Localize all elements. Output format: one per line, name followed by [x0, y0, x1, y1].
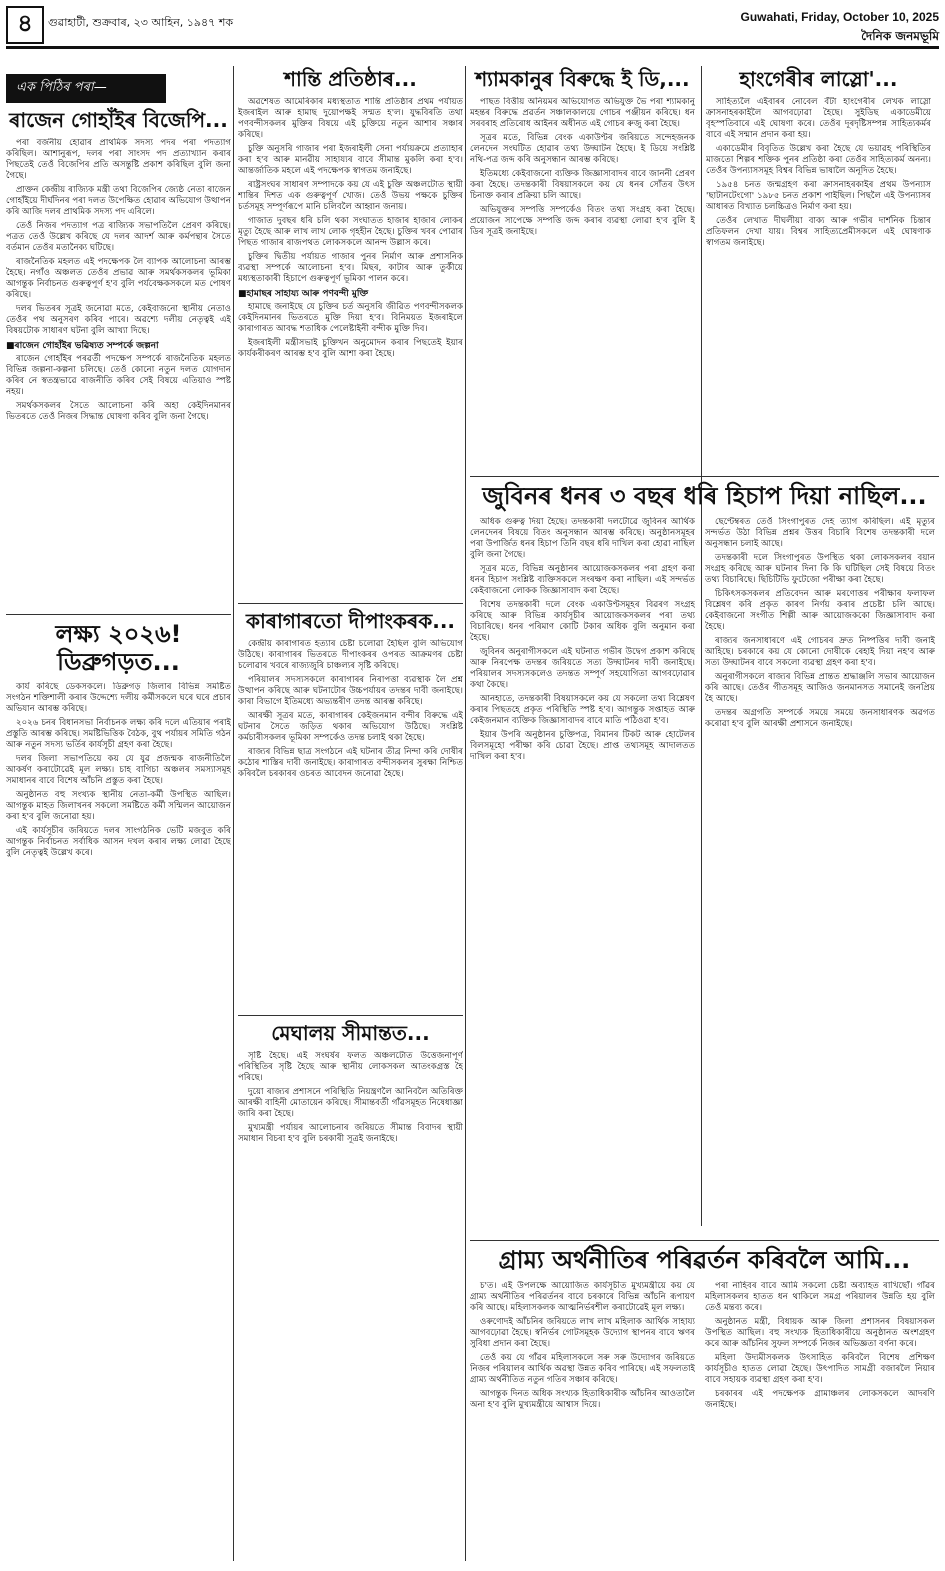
paragraph: জুবিনৰ অনুৰাগীসকলে এই ঘটনাত গভীৰ উদ্বেগ প্ৰকাশ কৰিছে আৰু নিৰপেক্ষ তদন্তৰ জৰিয়তে সত্য উদ্ঘাটনৰ দাবী জনাইছে। পৰিয়ালৰ সদস্যসকলেও তদন্তত সম্পূৰ্ণ সহযোগিতা আগবঢ়োৱাৰ কথা কৈছে। — [470, 646, 695, 690]
article-dipankar — [238, 639, 463, 1009]
paragraph: অৱশেষত আমেৰিকাৰ মধ্যস্থতাত শান্তি প্ৰতিষ্ঠাৰ প্ৰথম পৰ্যায়ত ইজৰাইল আৰু হামাছ দুয়োপক্ষই সন্মত হ'ল। যুদ্ধবিৰতি তথা পণবন্দীসকলৰ মুক্তিৰ বিষয়ে এই চুক্তিয়ে নতুন আশাৰ সঞ্চাৰ কৰিছে। — [238, 97, 463, 140]
paragraph: পৰিয়ালৰ সদস্যসকলে কাৰাগাৰৰ নিৰাপত্তা ব্যৱস্থাক লৈ প্ৰশ্ন উত্থাপন কৰিছে আৰু ঘটনাটোৰ উচ্চপৰ্যায়ৰ তদন্তৰ দাবী জনাইছে। কাৰা বিভাগে ইতিমধ্যে অভ্যন্তৰীণ তদন্ত আৰম্ভ কৰিছে। — [238, 675, 463, 707]
paragraph: আৰক্ষী সূত্ৰৰ মতে, কাৰাগাৰৰ কেইজনমান বন্দীৰ বিৰুদ্ধে এই ঘটনাৰ সৈতে জড়িত থকাৰ অভিযোগ উঠিছে। সংশ্লিষ্ট কৰ্মচাৰীসকলৰ ভূমিকা সম্পৰ্কেও তদন্ত চলাই থকা হৈছে। — [238, 711, 463, 743]
section-rule — [238, 603, 463, 604]
section-rule — [470, 1240, 939, 1241]
paragraph: এই কাৰ্যসূচীৰ জৰিয়তে দলৰ সাংগঠনিক ভেটি মজবুত কৰি আগন্তুক নিৰ্বাচনত সৰ্বাধিক আসন দখল কৰাৰ লক্ষ্য লোৱা হৈছে বুলি নেতৃত্বই উল্লেখ কৰে। — [6, 826, 231, 859]
paragraph: পাছত বিত্তীয় অনিয়মৰ অভিযোগত অভিযুক্ত ভৈ পৰা শ্যামকানু মহন্তৰ বিৰুদ্ধে প্ৰৱৰ্তন সঞ্চালকালয়ে গোচৰ পঞ্জীয়ন কৰিছে। ধন সৰবৰাহ প্ৰতিৰোধ আইনৰ অধীনত এই গোচৰ ৰুজু কৰা হৈছে। — [470, 97, 695, 129]
article-zubeen-continued — [705, 517, 935, 1237]
paragraph: পৰা বৰ্জনীয় হোৱাৰ প্ৰাথমিক সদস্য পদৰ পৰা পদত্যাগ কৰিছিল। আশানুৰূপ, দলৰ পৰা সাংসদ পদ প্ৰত্যাখ্যান কৰাৰ পিছতেই তেওঁ বিজেপিৰ প্ৰতি অসন্তুষ্টি প্ৰকাশ কৰিছিল বুলি জনা গৈছে। — [6, 138, 231, 181]
masthead-rule — [6, 46, 939, 49]
article-dibrugarh — [6, 682, 231, 1242]
article-rajen-gohain — [6, 138, 231, 608]
continued-banner: এক পিঠিৰ পৰা— — [6, 74, 166, 103]
date-assamese: গুৱাহাটী, শুক্ৰবাৰ, ২৩ আহিন, ১৯৪৭ শক — [48, 16, 234, 29]
section-rule — [6, 614, 231, 615]
paragraph: কেন্দ্ৰীয় কাৰাগাৰত হত্যাৰ চেষ্টা চলোৱা হৈছিল বুলি অভিযোগ উঠিছে। কাৰাগাৰৰ ভিতৰতে দীপাংকৰৰ ওপৰত আক্ৰমণৰ চেষ্টা চলোৱাৰ খবৰে ৰাজ্যজুৰি চাঞ্চল্যৰ সৃষ্টি কৰিছে। — [238, 639, 463, 671]
section-rule — [470, 476, 939, 477]
paragraph: পৰা নাহিবৰ বাবে আমি সকলো চেষ্টা অব্যাহত ৰাখিছোঁ। গাঁৱৰ মহিলাসকলৰ হাতত ধন থাকিলে সমগ্ৰ পৰিয়ালৰ উন্নতি হয় বুলি তেওঁ মন্তব্য কৰে। — [705, 1280, 935, 1313]
paragraph: গাজাত দুবছৰ ধৰি চলি থকা সংঘাতত হাজাৰ হাজাৰ লোকৰ মৃত্যু হৈছে আৰু লাখ লাখ লোক গৃহহীন হৈছে। চুক্তিৰ খবৰ পোৱাৰ পিছত গাজাৰ ৰাজপথত লোকসকলে আনন্দ উল্লাস কৰে। — [238, 216, 463, 248]
paragraph: একাডেমীৰ বিবৃতিত উল্লেখ কৰা হৈছে যে ভয়াৱহ পৰিস্থিতিৰ মাজতো শিল্পৰ শক্তিক পুনৰ প্ৰতিষ্ঠা কৰা তেওঁৰ সাহিত্যকৰ্ম অনন্য। তেওঁৰ উপন্যাসসমূহ বিশ্বৰ বিভিন্ন ভাষালৈ অনূদিত হৈছে। — [706, 144, 931, 176]
headline-zubeen: জুবিনৰ ধনৰ ৩ বছৰ ধৰি হিচাপ দিয়া নাছিল... — [482, 482, 927, 510]
zubeen-section — [470, 470, 939, 1237]
paragraph: আগন্তুক দিনত অধিক সংখ্যক হিতাধিকাৰীক আঁচনিৰ আওতালৈ অনা হ'ব বুলি মুখ্যমন্ত্ৰীয়ে আশ্বাস দিয়ে। — [470, 1388, 695, 1410]
date-english: Guwahati, Friday, October 10, 2025 — [740, 10, 939, 24]
paragraph: ৰাজ্যৰ জনসাধাৰণে এই গোচৰৰ দ্ৰুত নিষ্পত্তিৰ দাবী জনাই আহিছে। চৰকাৰে কয় যে কোনো দোষীকে ৰেহাই দিয়া নহ'ব আৰু সত্য উদ্ঘাটনৰ বাবে সকলো ব্যৱস্থা গ্ৰহণ কৰা হ'ব। — [705, 635, 935, 668]
column-1 — [6, 66, 231, 1242]
headline-shyamkanu: শ্যামকানুৰ বিৰুদ্ধে ই ডি,... — [475, 67, 690, 91]
article-hungary — [706, 97, 931, 427]
paragraph: প্ৰাক্তন কেন্দ্ৰীয় ৰাজ্যিক মন্ত্ৰী তথা বিজেপিৰ জ্যেষ্ঠ নেতা ৰাজেন গোহাঁইয়ে দীৰ্ঘদিনৰ পৰা দলত উপেক্ষিত হোৱাৰ অভিযোগ উত্থাপন কৰি আজি দলৰ প্ৰাথমিক সদস্য পদ এৰিলে। — [6, 185, 231, 217]
article-shyamkanu — [470, 97, 695, 457]
column-4 — [706, 66, 931, 427]
column-2 — [238, 66, 463, 1301]
headline-peace: শান্তি প্ৰতিষ্ঠাৰ... — [284, 67, 417, 91]
paragraph: তদন্তকাৰী দলে সিংগাপুৰত উপস্থিত থকা লোকসকলৰ বয়ান সংগ্ৰহ কৰিছে আৰু ঘটনাৰ দিনা কি কি ঘটিছিল সেই বিষয়ে বিতং তথ্য বিচাৰিছে। ছিচিটিভি ফুটেজো পৰীক্ষা কৰা হৈছে। — [705, 552, 935, 585]
paragraph: সৃষ্টি হৈছে। এই সংঘৰ্ষৰ ফলত অঞ্চলটোত উত্তেজনাপূৰ্ণ পৰিস্থিতিৰ সৃষ্টি হৈছে আৰু স্থানীয় লোকসকল আতংকগ্ৰস্ত হৈ পৰিছে। — [238, 1051, 463, 1083]
paragraph: ইজৰাইলী মন্ত্ৰীসভাই চুক্তিখন অনুমোদন কৰাৰ পিছতেই ইয়াৰ কাৰ্যকৰীকৰণ আৰম্ভ হ'ব বুলি আশা কৰা হৈছে। — [238, 338, 463, 359]
paragraph: ৰাজ্যৰ বিভিন্ন ছাত্ৰ সংগঠনে এই ঘটনাৰ তীব্ৰ নিন্দা কৰি দোষীৰ কঠোৰ শাস্তিৰ দাবী জনাইছে। কাৰাগাৰত বন্দীসকলৰ সুৰক্ষা নিশ্চিত কৰিবলৈ চৰকাৰৰ ওচৰত আবেদন জনোৱা হৈছে। — [238, 747, 463, 779]
subheading: ■ৰাজেন গোহাঁইৰ ভৱিষ্যত সম্পৰ্কে জল্পনা — [6, 341, 159, 351]
paragraph: তদন্তৰ অগ্ৰগতি সম্পৰ্কে সময়ে সময়ে জনসাধাৰণক অৱগত কৰোৱা হ'ব বুলি আৰক্ষী প্ৰশাসনে জনাইছে। — [705, 707, 935, 729]
paragraph: মহিলা উদ্যমীসকলক উৎসাহিত কৰিবলৈ বিশেষ প্ৰশিক্ষণ কাৰ্যসূচীও হাতত লোৱা হৈছে। উৎপাদিত সামগ্ৰী বজাৰলৈ নিয়াৰ বাবে সহায়ক ব্যৱস্থা গ্ৰহণ কৰা হ'ব। — [705, 1352, 935, 1385]
paragraph: অধিক গুৰুত্ব দিয়া হৈছে। তদন্তকাৰী দলটোৱে জুবিনৰ আৰ্থিক লেনদেনৰ বিষয়ে বিতং অনুসন্ধান আৰম্ভ কৰিছে। অনুষ্ঠানসমূহৰ পৰা উপাৰ্জিত ধনৰ হিচাপ তিনি বছৰ ধৰি দাখিল কৰা হোৱা নাছিল বুলি জনা গৈছে। — [470, 516, 695, 560]
paragraph: চুক্তি অনুসৰি গাজাৰ পৰা ইজৰাইলী সেনা পৰ্যায়ক্ৰমে প্ৰত্যাহাৰ কৰা হ'ব আৰু মানৱীয় সাহায্যৰ বাবে সীমান্ত মুকলি কৰা হ'ব। আন্তৰ্জাতিক মহলে এই পদক্ষেপক স্বাগতম জনাইছে। — [238, 144, 463, 176]
paragraph: সাহিত্যলৈ এইবাৰৰ নোবেল বঁটা হাংগেৰীৰ লেখক লাস্লো ক্ৰাসনাহৰকাইলৈ আগবঢ়োৱা হৈছে। সুইডিছ একাডেমীয়ে বৃহস্পতিবাৰে এই ঘোষণা কৰে। তেওঁৰ দূৰদৃষ্টিসম্পন্ন সাহিত্যকৰ্মৰ বাবে এই সন্মান প্ৰদান কৰা হয়। — [706, 97, 931, 140]
paragraph: ১৯৫৪ চনত জন্মগ্ৰহণ কৰা ক্ৰাসনাহৰকাইৰ প্ৰথম উপন্যাস 'ছাটানটেংগো' ১৯৮৫ চনত প্ৰকাশ পাইছিল। পিছলৈ এই উপন্যাসৰ আধাৰত বিখ্যাত চলচ্চিত্ৰও নিৰ্মাণ কৰা হয়। — [706, 180, 931, 212]
paragraph: ৰাষ্ট্ৰসংঘৰ সাধাৰণ সম্পাদকে কয় যে এই চুক্তি অঞ্চলটোত স্থায়ী শান্তিৰ দিশত এক গুৰুত্বপূৰ্ণ খোজ। তেওঁ উভয় পক্ষকে চুক্তিৰ চৰ্তসমূহ সম্পূৰ্ণৰূপে মানি চলিবলৈ আহ্বান জনায়। — [238, 180, 463, 212]
rural-economy-section — [470, 1234, 939, 1541]
paragraph: সূত্ৰৰ মতে, বিভিন্ন বেংক একাউণ্টৰ জৰিয়তে সন্দেহজনক লেনদেন সংঘটিত হোৱাৰ তথ্য উদ্ঘাটন হৈছে। ই ডিয়ে সংশ্লিষ্ট নথি-পত্ৰ জব্দ কৰি অনুসন্ধান আৰম্ভ কৰিছে। — [470, 133, 695, 165]
headline-hungary: হাংগেৰীৰ লাস্লো'... — [739, 67, 898, 91]
paragraph: অনুৰাগীসকলে ৰাজ্যৰ বিভিন্ন প্ৰান্তত শ্ৰদ্ধাঞ্জলি সভাৰ আয়োজন কৰি আছে। তেওঁৰ গীতসমূহ আজিও জনমানসত সমানেই জনপ্ৰিয় হৈ আছে। — [705, 671, 935, 704]
paragraph: সমৰ্থকসকলৰ সৈতে আলোচনা কৰি অহা কেইদিনমানৰ ভিতৰতে তেওঁ নিজৰ সিদ্ধান্ত ঘোষণা কৰিব বুলি জনা গৈছে। — [6, 401, 231, 422]
headline-dipankar: কাৰাগাৰতো দীপাংকৰক... — [245, 609, 456, 633]
paragraph: দলৰ জিলা সভাপতিয়ে কয় যে যুৱ প্ৰজন্মক ৰাজনীতিলৈ আকৰ্ষণ কৰাটোৱেই মূল লক্ষ্য। চাহ বাগিচা অঞ্চলৰ সমস্যাসমূহ সমাধানৰ বাবে বিশেষ আঁচনি প্ৰস্তুত কৰা হৈছে। — [6, 754, 231, 787]
paragraph: হামাছে জনাইছে যে চুক্তিৰ চৰ্ত অনুসৰি জীৱিত পণবন্দীসকলক কেইদিনমানৰ ভিতৰতে মুক্তি দিয়া হ'ব। বিনিময়ত ইজৰাইলে কাৰাগাৰত আবদ্ধ শতাধিক পেলেষ্টাইনী বন্দীক মুক্তি দিব। — [238, 302, 463, 334]
headline-rural-economy: গ্ৰাম্য অৰ্থনীতিৰ পৰিৱৰ্তন কৰিবলৈ আমি... — [498, 1246, 911, 1274]
paragraph: তেওঁ কয় যে গাঁৱৰ মহিলাসকলে সৰু সৰু উদ্যোগৰ জৰিয়তে নিজৰ পৰিয়ালৰ আৰ্থিক অৱস্থা উন্নত কৰিব পাৰিছে। এই সফলতাই গ্ৰাম্য অৰ্থনীতিত নতুন গতিৰ সঞ্চাৰ কৰিছে। — [470, 1352, 695, 1385]
paragraph: দুয়ো ৰাজ্যৰ প্ৰশাসনে পৰিস্থিতি নিয়ন্ত্ৰণলৈ আনিবলৈ অতিৰিক্ত আৰক্ষী বাহিনী মোতায়েন কৰিছে। সীমান্তবৰ্তী গাঁৱসমূহত নিষেধাজ্ঞা জাৰি কৰা হৈছে। — [238, 1087, 463, 1119]
headline-rajen-gohain: ৰাজেন গোহাঁইৰ বিজেপি... — [9, 108, 228, 132]
paragraph: চ'ত। এই উপলক্ষে আয়োজিত কাৰ্যসূচীত মুখ্যমন্ত্ৰীয়ে কয় যে গ্ৰাম্য অৰ্থনীতিৰ পৰিৱৰ্তনৰ বাবে চৰকাৰে বিভিন্ন আঁচনি ৰূপায়ণ কৰি আছে। মহিলাসকলক আত্মনিৰ্ভৰশীল কৰাটোৱেই মূল লক্ষ্য। — [470, 1280, 695, 1313]
column-divider — [465, 66, 466, 1561]
paragraph: ৰাজনৈতিক মহলত এই পদক্ষেপক লৈ ব্যাপক আলোচনা আৰম্ভ হৈছে। নগাঁও অঞ্চলত তেওঁৰ প্ৰভাৱ আৰু সমৰ্থকসকলৰ ভূমিকা আগন্তুক নিৰ্বাচনত গুৰুত্বপূৰ্ণ হ'ব বুলি পৰ্যবেক্ষকসকলে মত পোষণ কৰিছে। — [6, 257, 231, 300]
headline-meghalaya: মেঘালয় সীমান্তত... — [271, 1021, 430, 1045]
article-meghalaya — [238, 1051, 463, 1301]
column-3 — [470, 66, 695, 457]
headline-dibrugarh: লক্ষ্য ২০২৬! ডিব্ৰুগড়ত... — [55, 620, 182, 676]
paragraph: সূত্ৰৰ মতে, বিভিন্ন অনুষ্ঠানৰ আয়োজকসকলৰ পৰা গ্ৰহণ কৰা ধনৰ হিচাপ সংশ্লিষ্ট ব্যক্তিসকলে সংৰক্ষণ কৰা নাছিল। এই সন্দৰ্ভত কেইবাজনো লোকক জিজ্ঞাসাবাদ কৰা হৈছে। — [470, 563, 695, 596]
column-divider — [233, 66, 234, 1561]
paragraph: চিকিৎসকসকলৰ প্ৰতিবেদন আৰু মৰণোত্তৰ পৰীক্ষাৰ ফলাফল বিশ্লেষণ কৰি প্ৰকৃত কাৰণ নিৰ্ণয় কৰাৰ প্ৰচেষ্টা চলি আছে। কেইবাজনো সংগীত শিল্পী আৰু আয়োজককো জিজ্ঞাসাবাদ কৰা হৈছে। — [705, 588, 935, 632]
paper-name: দৈনিক জনমভূমি — [861, 29, 939, 43]
paragraph: মুখ্যমন্ত্ৰী পৰ্যায়ৰ আলোচনাৰ জৰিয়তে সীমান্ত বিবাদৰ স্থায়ী সমাধান বিচৰা হ'ব বুলি চৰকাৰী সূত্ৰই জনাইছে। — [238, 1123, 463, 1144]
article-peace — [238, 97, 463, 597]
article-zubeen — [470, 517, 695, 1237]
paragraph: ইতিমধ্যে কেইবাজনো ব্যক্তিক জিজ্ঞাসাবাদৰ বাবে জাননী প্ৰেৰণ কৰা হৈছে। তদন্তকাৰী বিষয়াসকলে কয় যে ধনৰ সোঁতৰ উৎস চিনাক্ত কৰাৰ প্ৰক্ৰিয়া চলি আছে। — [470, 169, 695, 201]
paragraph: তেওঁৰ লেখাত দীঘলীয়া বাক্য আৰু গভীৰ দাৰ্শনিক চিন্তাৰ প্ৰতিফলন দেখা যায়। বিশ্বৰ সাহিত্যপ্ৰেমীসকলে এই ঘোষণাক স্বাগতম জনাইছে। — [706, 216, 931, 248]
paragraph: বিশেষ তদন্তকাৰী দলে বেংক একাউণ্টসমূহৰ বিৱৰণ সংগ্ৰহ কৰিছে আৰু বিভিন্ন কাৰ্যসূচীৰ আয়োজকসকলৰ পৰা তথ্য বিচাৰিছে। ধনৰ পৰিমাণ কোটি টকাৰ অধিক বুলি অনুমান কৰা হৈছে। — [470, 599, 695, 643]
paragraph: ৰাজেন গোহাঁইৰ পৰৱৰ্তী পদক্ষেপ সম্পৰ্কে ৰাজনৈতিক মহলত বিভিন্ন জল্পনা-কল্পনা চলিছে। তেওঁ কোনো নতুন দলত যোগদান কৰিব নে স্বতন্ত্ৰভাৱে ৰাজনীতি কৰিব সেই বিষয়ে এতিয়াও স্পষ্ট নহয়। — [6, 354, 231, 397]
paragraph: ২০২৬ চনৰ বিধানসভা নিৰ্বাচনক লক্ষ্য কৰি দলে এতিয়াৰ পৰাই প্ৰস্তুতি আৰম্ভ কৰিছে। সমষ্টিভিত্তিক বৈঠক, বুথ পৰ্যায়ৰ সমিতি গঠন আৰু নতুন সদস্য ভৰ্তিৰ কাৰ্যসূচী গ্ৰহণ কৰা হৈছে। — [6, 718, 231, 751]
page-number: ৪ — [6, 6, 44, 44]
paragraph: ইয়াৰ উপৰি অনুষ্ঠানৰ চুক্তিপত্ৰ, বিমানৰ টিকট আৰু হোটেলৰ বিলসমূহো পৰীক্ষা কৰি চোৱা হৈছে। প্ৰাপ্ত তথ্যসমূহ আদালতত দাখিল কৰা হ'ব। — [470, 729, 695, 762]
paragraph: কাৰ্য কৰিছে ডেকসকলে। ডিব্ৰুগড় জিলাৰ বিভিন্ন সমষ্টিত সংগঠন শক্তিশালী কৰাৰ উদ্দেশ্যে দলীয় কৰ্মীসকলে ঘৰে ঘৰে প্ৰচাৰ অভিযান আৰম্ভ কৰিছে। — [6, 682, 231, 715]
masthead — [6, 6, 939, 58]
paragraph: অভিযুক্তৰ সম্পত্তি সম্পৰ্কেও বিতং তথ্য সংগ্ৰহ কৰা হৈছে। প্ৰয়োজন সাপেক্ষে সম্পত্তি জব্দ কৰাৰ ব্যৱস্থা লোৱা হ'ব বুলি ই ডিৰ সূত্ৰই জনাইছে। — [470, 205, 695, 237]
article-rural-economy-right — [705, 1281, 935, 1541]
paragraph: চৰকাৰৰ এই পদক্ষেপক গ্ৰামাঞ্চলৰ লোকসকলে আদৰণি জনাইছে। — [705, 1388, 935, 1410]
paragraph: চুক্তিৰ দ্বিতীয় পৰ্যায়ত গাজাৰ পুনৰ নিৰ্মাণ আৰু প্ৰশাসনিক ব্যৱস্থা সম্পৰ্কে আলোচনা হ'ব। মিছৰ, কাটাৰ আৰু তুৰ্কীয়ে মধ্যস্থতাকাৰী হিচাপে গুৰুত্বপূৰ্ণ ভূমিকা পালন কৰে। — [238, 252, 463, 284]
paragraph: অনুষ্ঠানত বহু সংখ্যক স্থানীয় নেতা-কৰ্মী উপস্থিত আছিল। আগন্তুক মাহত জিলাখনৰ সকলো সমষ্টিতে কৰ্মী সন্মিলন আয়োজন কৰা হ'ব বুলি জনোৱা হয়। — [6, 790, 231, 823]
paragraph: ছেণ্টেম্বৰত তেওঁ সিংগাপুৰত দেহ ত্যাগ কৰিছিল। এই মৃত্যুৰ সন্দৰ্ভত উঠা বিভিন্ন প্ৰশ্নৰ উত্তৰ বিচাৰি বিশেষ তদন্তকাৰী দলে অনুসন্ধান চলাই আছে। — [705, 516, 935, 549]
subheading: ■হামাছৰ সাহায্য আৰু পণবন্দী মুক্তি — [238, 289, 369, 299]
article-rural-economy-left — [470, 1281, 695, 1541]
paragraph: অনুষ্ঠানত মন্ত্ৰী, বিধায়ক আৰু জিলা প্ৰশাসনৰ বিষয়াসকল উপস্থিত আছিল। বহু সংখ্যক হিতাধিকাৰীয়ে অনুষ্ঠানত অংশগ্ৰহণ কৰে আৰু আঁচনিৰ সুফল সম্পৰ্কে নিজৰ অভিজ্ঞতা বৰ্ণনা কৰে। — [705, 1316, 935, 1349]
paragraph: ওৰুণোদই আঁচনিৰ জৰিয়তে লাখ লাখ মহিলাক আৰ্থিক সাহায্য আগবঢ়োৱা হৈছে। স্বনিৰ্ভৰ গোটসমূহক উদ্যোগ স্থাপনৰ বাবে ঋণৰ সুবিধা প্ৰদান কৰা হৈছে। — [470, 1316, 695, 1349]
paragraph: দলৰ ভিতৰৰ সূত্ৰই জনোৱা মতে, কেইবাজনো স্থানীয় নেতাও তেওঁৰ পথ অনুসৰণ কৰিব পাৰে। অৱশ্যে দলীয় নেতৃত্বই এই বিষয়টোক সাধাৰণ ঘটনা বুলি আখ্যা দিছে। — [6, 304, 231, 336]
paragraph: আনহাতে, তদন্তকাৰী বিষয়াসকলে কয় যে সকলো তথ্য বিশ্লেষণ কৰাৰ পিছতহে প্ৰকৃত পৰিস্থিতি স্পষ্ট হ'ব। আগন্তুক সপ্তাহত আৰু কেইজনমান ব্যক্তিক জিজ্ঞাসাবাদৰ বাবে মাতি পঠিওৱা হ'ব। — [470, 693, 695, 726]
paragraph: তেওঁ নিজৰ পদত্যাগ পত্ৰ ৰাজ্যিক সভাপতিলৈ প্ৰেৰণ কৰিছে। পত্ৰত তেওঁ উল্লেখ কৰিছে যে দলৰ আদৰ্শ আৰু কৰ্মপন্থাৰ সৈতে বৰ্তমান তেওঁৰ মতানৈক্য ঘটিছে। — [6, 221, 231, 253]
section-rule — [238, 1015, 463, 1016]
